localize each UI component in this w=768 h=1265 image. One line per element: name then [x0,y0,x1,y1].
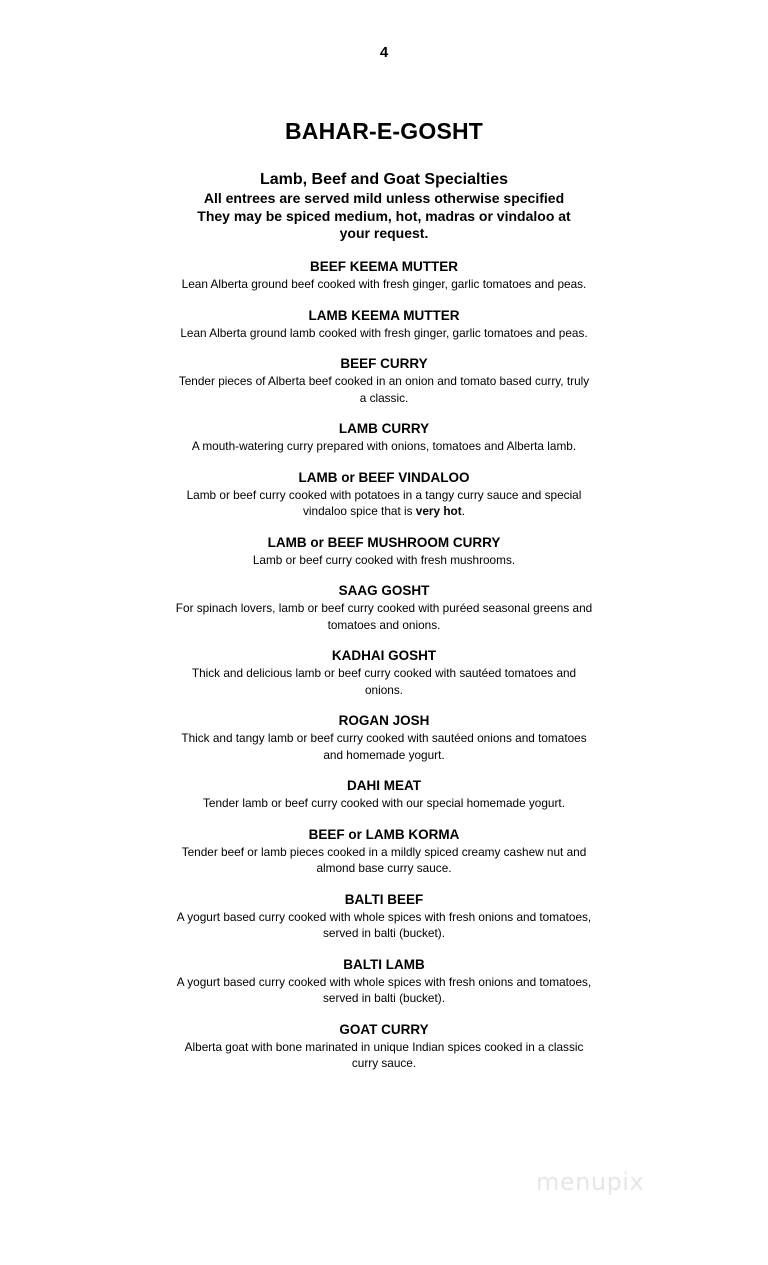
menu-item-description: A mouth-watering curry prepared with onions, tomatoes and Alberta lamb. [191,439,577,453]
watermark-logo: menupix [536,1168,645,1196]
menu-item-description: Lean Alberta ground lamb cooked with fresh ginger, garlic tomatoes and peas. [180,325,588,340]
spice-warning: very hot [415,504,462,518]
menu-item-name: LAMB KEEMA MUTTER [308,307,460,323]
intro-mild-note: All entrees are served mild unless otherwise specified [203,190,565,206]
menu-item-name: KADHAI GOSHT [331,648,437,663]
menu-item [174,826,594,877]
menu-section-title: BAHAR-E-GOSHT [284,118,484,144]
menu-item [174,307,594,342]
menu-item [174,647,594,698]
menu-item-description [174,487,594,520]
menu-item [174,420,594,455]
menu-item-name: BEEF or LAMB KORMA [308,826,460,842]
intro-spice-note: They may be spiced medium, hot, madras or vindaloo at your request. [197,207,571,241]
menu-item [174,777,594,812]
menu-item-name: SAAG GOSHT [338,583,430,598]
section-subtitle: Lamb, Beef and Goat Specialties [259,171,509,188]
menu-item-description: Thick and delicious lamb or beef curry cooked with sautéed tomatoes and onions. [191,666,577,697]
menu-item-name: ROGAN JOSH [338,713,430,728]
menu-item-name: LAMB or BEEF MUSHROOM CURRY [267,534,501,550]
menu-item-description: A yogurt based curry cooked with whole spices with fresh onions and tomatoes, served in balti (bucket). [176,974,592,1005]
menu-item-description: Alberta goat with bone marinated in unique Indian spices cooked in a classic curry sauce. [184,1039,584,1070]
menu-item-name: BALTI LAMB [343,956,425,972]
menu-item-name: LAMB CURRY [338,421,430,436]
menu-item-description-end: . [461,504,465,518]
menu-item [174,469,594,520]
menu-item [174,258,594,293]
menu-item-name: BEEF KEEMA MUTTER [310,259,458,274]
menu-item-description: Tender lamb or beef curry cooked with our special homemade yogurt. [203,796,565,810]
menu-item-name: DAHI MEAT [347,778,421,793]
menu-item [174,956,594,1007]
menu-item-name: GOAT CURRY [339,1021,429,1037]
menu-item [174,712,594,763]
menu-items-list [174,258,594,1086]
menu-item-description-text: Lamb or beef curry cooked with potatoes in a tangy curry sauce and special vindaloo spice that is [186,487,582,518]
menu-item [174,534,594,569]
menu-item [174,891,594,942]
menu-item-description: Lamb or beef curry cooked with fresh mushrooms. [252,552,516,567]
menu-item-name: BEEF CURRY [340,356,428,371]
menu-item-description: Tender pieces of Alberta beef cooked in an onion and tomato based curry, truly a classic. [178,374,590,405]
menu-item-description: Tender beef or lamb pieces cooked in a mildly spiced creamy cashew nut and almond base curry sauce. [181,844,587,875]
menu-item-description: For spinach lovers, lamb or beef curry cooked with puréed seasonal greens and tomatoes and onions. [175,601,593,632]
page-number: 4 [379,44,389,61]
menu-item-description: Lean Alberta ground beef cooked with fresh ginger, garlic tomatoes and peas. [181,277,587,291]
menu-item-name: BALTI BEEF [344,891,424,907]
menu-item-name: LAMB or BEEF VINDALOO [298,469,470,485]
menu-item [174,355,594,406]
menu-item-description: A yogurt based curry cooked with whole spices with fresh onions and tomatoes, served in balti (bucket). [176,909,592,940]
menu-item-description: Thick and tangy lamb or beef curry cooked with sautéed onions and tomatoes and homemade yogurt. [181,731,587,762]
menu-item [174,1021,594,1072]
section-intro [184,170,584,243]
menu-item [174,582,594,633]
